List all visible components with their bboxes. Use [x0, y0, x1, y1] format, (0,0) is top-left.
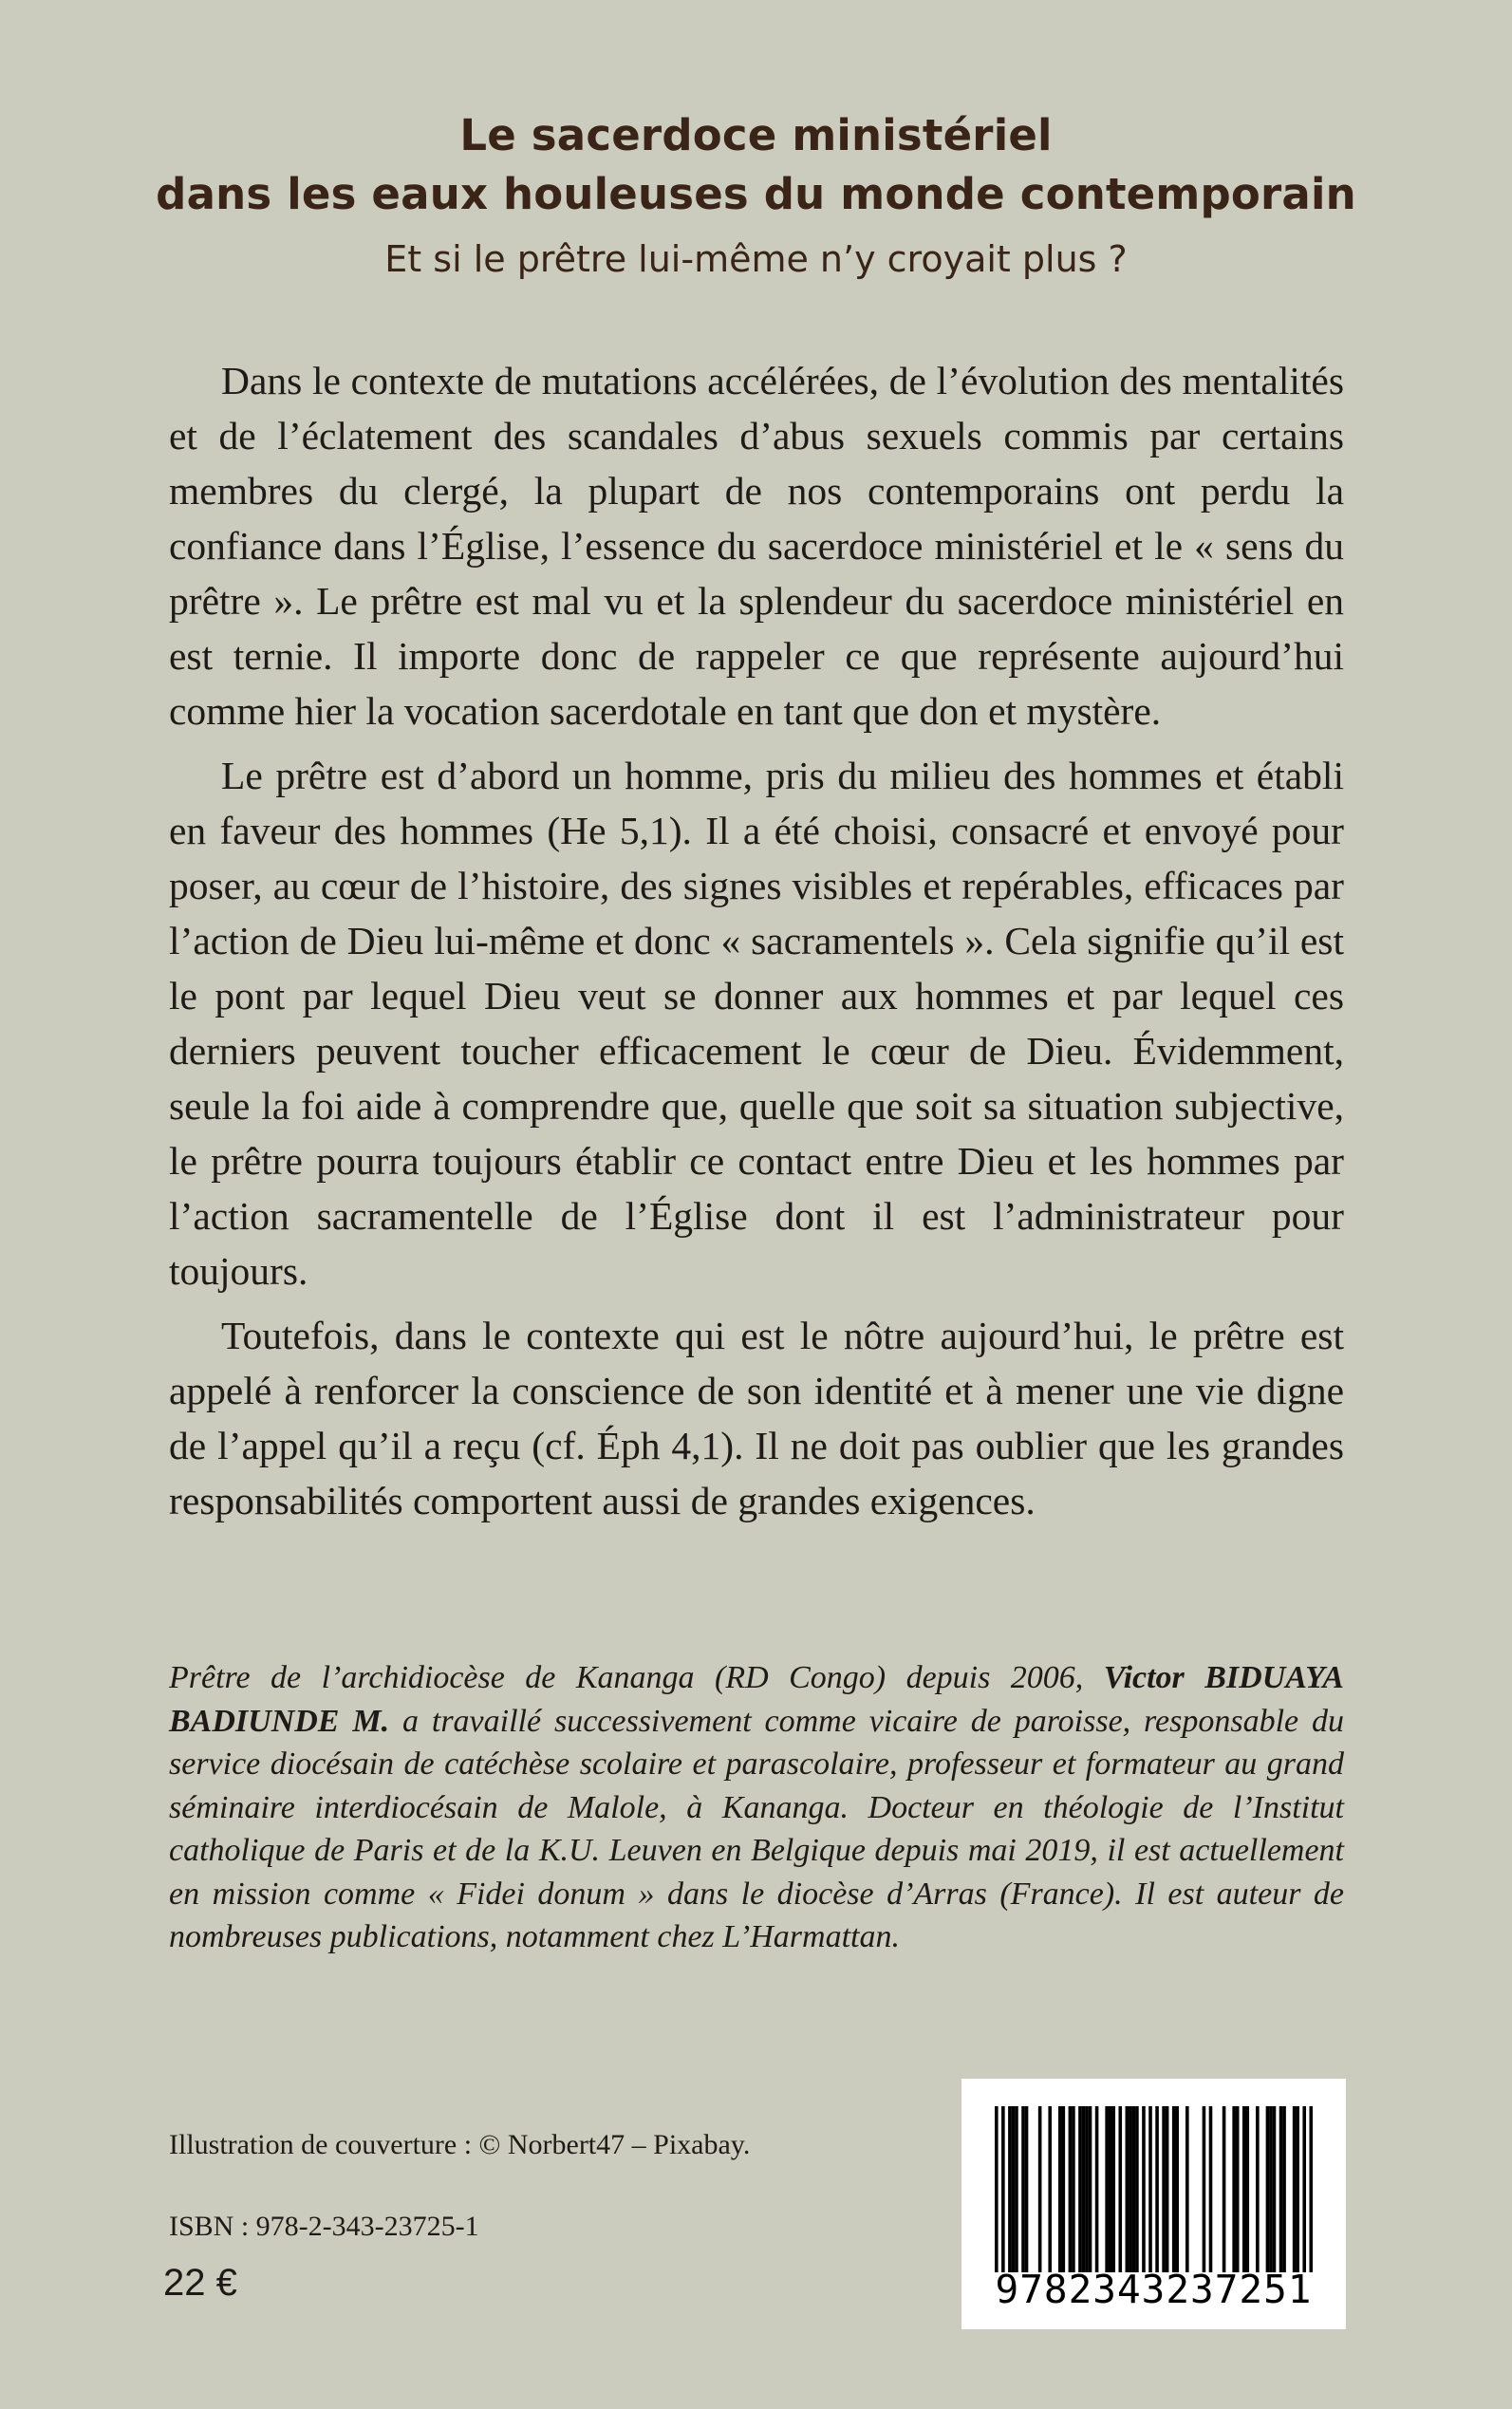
barcode-bar: [1232, 2106, 1236, 2272]
bio-rest: a travaillé successivement comme vicaire de paroisse, responsable du service diocésain de catéchèse scolaire et parascolaire, professeur et formateur au grand séminaire interdiocésain de Malole, à Kananga. Docteur en théologie de l’Institut catholique de Paris et de la K.U. Leuven en Belgique depuis mai 2019, il est actuellement en mission comme « Fidei donum » dans le diocèse d’Arras (France). Il est auteur de nombreuses publications, notamment chez L’Harmattan.: [169, 1703, 1344, 1954]
barcode-bar: [1203, 2106, 1206, 2272]
barcode-bar: [1135, 2106, 1139, 2272]
barcode-bar: [1012, 2106, 1016, 2272]
barcode-bar: [1058, 2106, 1062, 2272]
barcode-bar: [1155, 2106, 1159, 2272]
barcode-bar: [1309, 2106, 1313, 2272]
barcode-bar: [1078, 2106, 1082, 2272]
barcode-bar: [995, 2106, 999, 2272]
barcode-bar: [1185, 2106, 1189, 2272]
barcode-bar: [1175, 2106, 1179, 2272]
barcode-bar: [1293, 2106, 1297, 2272]
barcode-bar: [1266, 2106, 1270, 2272]
barcode-bar: [1273, 2106, 1277, 2272]
blurb-paragraph-2: Le prêtre est d’abord un homme, pris du milieu des hommes et établi en faveur des hommes (He 5,1). Il a été choisi, consacré et envoyé pour poser, au cœur de l’histoire, des signes visibles et repérables, efficaces par l’action de Dieu lui-même et donc « sacramentels ». Cela signifie qu’il est le pont par lequel Dieu veut se donner aux hommes et par lequel ces derniers peuvent toucher efficacement le cœur de Dieu. Évidemment, seule la foi aide à comprendre que, quelle que soit sa situation subjective, le prêtre pourra toujours établir ce contact entre Dieu et les hommes par l’action sacramentelle de l’Église dont il est l’administrateur pour toujours.: [169, 754, 1344, 1293]
book-subtitle: Et si le prêtre lui-même n’y croyait plus ?: [384, 238, 1128, 280]
bio-intro: Prêtre de l’archidiocèse de Kananga (RD Congo) depuis 2006,: [169, 1660, 1104, 1695]
barcode-bar: [1132, 2106, 1136, 2272]
barcode-bar: [1118, 2106, 1122, 2272]
barcode-bar: [1038, 2106, 1042, 2272]
barcode-bar: [1021, 2106, 1025, 2272]
barcode-bar: [1302, 2106, 1306, 2272]
barcode-bar: [1062, 2106, 1066, 2272]
barcode-bar: [1269, 2106, 1273, 2272]
barcode-bar: [1223, 2106, 1226, 2272]
blurb-paragraph-3: Toutefois, dans le contexte qui est le nôtre aujourd’hui, le prêtre est appelé à renforcer la conscience de son identité et à mener une vie digne de l’appel qu’il a reçu (cf. Éph 4,1). Il ne doit pas oublier que les grandes responsabilités comportent aussi de grandes exigences.: [169, 1314, 1344, 1522]
barcode-bar: [1172, 2106, 1176, 2272]
barcode-box: [961, 2079, 1346, 2329]
barcode-bar: [1048, 2106, 1052, 2272]
barcode-bar: [1001, 2106, 1005, 2272]
barcode-bar: [1282, 2106, 1286, 2272]
barcode-bar: [1095, 2106, 1099, 2272]
blurb: [169, 353, 1344, 1528]
cover-credit: Illustration de couverture : © Norbert47 – Pixabay.: [169, 2129, 751, 2160]
barcode-bar: [1111, 2106, 1115, 2272]
barcode-bar: [1015, 2106, 1018, 2272]
barcode-bar: [1105, 2106, 1109, 2272]
barcode-bar: [1008, 2106, 1012, 2272]
barcode-bar: [1279, 2106, 1283, 2272]
barcode-bar: [1129, 2106, 1132, 2272]
barcode-bar: [1209, 2106, 1213, 2272]
isbn: ISBN : 978-2-343-23725-1: [169, 2211, 479, 2242]
title-block: [0, 106, 1512, 287]
barcode-bar: [1072, 2106, 1075, 2272]
barcode-bar: [1089, 2106, 1092, 2272]
author-name: Victor BIDUAYA BADIUNDE M.: [169, 1660, 1344, 1739]
barcode-bar: [1025, 2106, 1029, 2272]
barcode-bar: [1082, 2106, 1086, 2272]
barcode-bar: [1296, 2106, 1299, 2272]
barcode-bar: [1142, 2106, 1146, 2272]
barcode-bar: [1256, 2106, 1260, 2272]
barcode-bar: [1126, 2106, 1129, 2272]
price: 22 €: [163, 2262, 237, 2304]
book-title-line-2: dans les eaux houleuses du monde contemporain: [156, 169, 1356, 219]
barcode-bar: [1085, 2106, 1089, 2272]
barcode-bar: [1236, 2106, 1240, 2272]
barcode-bar: [1148, 2106, 1152, 2272]
barcode-bar: [1242, 2106, 1246, 2272]
barcode-digits: 9782343237251: [995, 2267, 1313, 2312]
author-bio: [169, 1656, 1344, 1959]
barcode-bar: [1069, 2106, 1073, 2272]
barcode-bar: [1109, 2106, 1112, 2272]
book-title-line-1: Le sacerdoce ministériel: [459, 110, 1053, 160]
barcode-icon: [995, 2106, 1313, 2272]
barcode-bar: [1162, 2106, 1166, 2272]
blurb-paragraph-1: Dans le contexte de mutations accélérées, de l’évolution des mentalités et de l’éclatement des scandales d’abus sexuels commis par certains membres du clergé, la plupart de nos contemporains ont perdu la confiance dans l’Église, l’essence du sacerdoce ministériel et le « sens du prêtre ». Le prêtre est mal vu et la splendeur du sacerdoce ministériel en est ternie. Il importe donc de rappeler ce que représente aujourd’hui comme hier la vocation sacerdotale en tant que don et mystère.: [169, 359, 1344, 733]
barcode-bar: [1245, 2106, 1249, 2272]
barcode-bar: [1166, 2106, 1169, 2272]
